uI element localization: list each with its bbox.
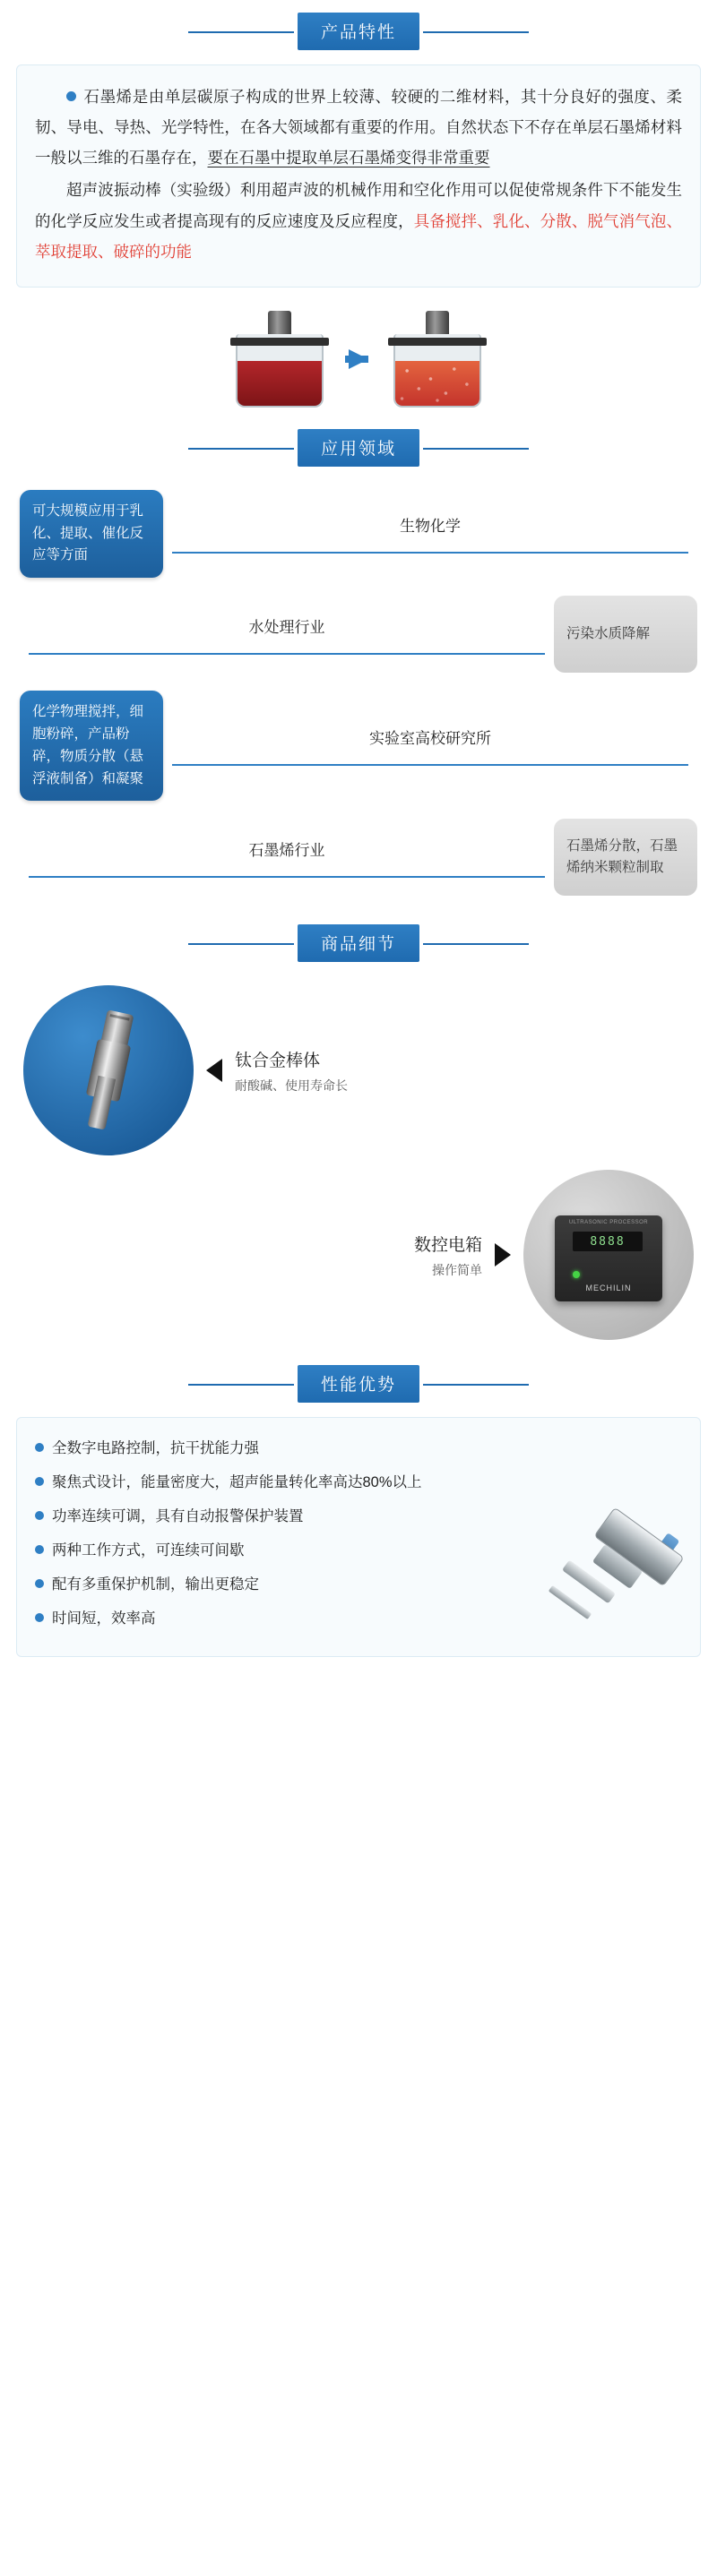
detail-row-rod xyxy=(0,978,717,1163)
application-row xyxy=(0,481,717,587)
bullet-dot-icon xyxy=(35,1545,44,1554)
application-row xyxy=(0,682,717,810)
advantage-item xyxy=(35,1500,682,1534)
application-label: 生物化学 xyxy=(163,513,697,554)
application-row xyxy=(0,587,717,682)
advantage-item xyxy=(35,1602,682,1636)
bullet-dot-icon xyxy=(35,1613,44,1622)
bullet-dot-icon xyxy=(35,1511,44,1520)
control-box-display: 8888 xyxy=(573,1232,643,1251)
bullet-dot-icon xyxy=(35,1477,44,1486)
advantage-item xyxy=(35,1432,682,1466)
feature-text-2: 超声波振动棒（实验级）利用超声波的机械作用和空化作用可以促使常规条件下不能发生的化学反应发生或者提高现有的反应速度及反应程度， xyxy=(35,181,682,230)
control-box-icon xyxy=(555,1215,662,1301)
features-heading: 产品特性 xyxy=(298,13,419,50)
feature-text-1: 石墨烯是由单层碳原子构成的世界上较薄、较硬的二维材料，其十分良好的强度、柔韧、导电、导热、光学特性，在各大领域都有重要的作用。自然状态下不存在单层石墨烯材料一般以三维的石墨存在， xyxy=(35,88,682,167)
titanium-rod-photo xyxy=(23,985,194,1155)
feature-text-1-underline: 要在石墨中提取单层石墨烯变得非常重要 xyxy=(207,149,490,167)
application-label: 实验室高校研究所 xyxy=(163,726,697,766)
detail-text-controlbox xyxy=(23,1232,482,1279)
clamp-icon xyxy=(388,338,487,346)
power-led-icon xyxy=(573,1271,580,1278)
advantage-label: 配有多重保护机制，输出更稳定 xyxy=(52,1576,259,1593)
advantage-item xyxy=(35,1568,682,1602)
bullet-dot-icon xyxy=(35,1443,44,1452)
advantages-card xyxy=(16,1417,701,1657)
detail-subtitle: 耐酸碱、使用寿命长 xyxy=(235,1078,348,1093)
detail-text-rod xyxy=(235,1047,694,1095)
control-box-photo xyxy=(523,1170,694,1340)
advantage-item xyxy=(35,1466,682,1500)
details-heading: 商品细节 xyxy=(298,924,419,962)
detail-title: 钛合金棒体 xyxy=(235,1051,321,1070)
advantages-heading: 性能优势 xyxy=(298,1365,419,1403)
liquid-dispersed xyxy=(395,361,479,406)
details-list xyxy=(0,971,717,1352)
arrow-right-icon xyxy=(349,349,368,369)
application-bubble: 化学物理搅拌，细胞粉碎，产品粉碎，物质分散（悬浮液制备）和凝聚 xyxy=(20,691,163,801)
beaker-after xyxy=(384,311,490,408)
clamp-icon xyxy=(230,338,329,346)
liquid-dark xyxy=(238,361,322,406)
applications-heading-wrap xyxy=(0,416,717,476)
triangle-right-icon xyxy=(495,1243,511,1267)
advantage-label: 全数字电路控制，抗干扰能力强 xyxy=(52,1440,259,1457)
beaker-illustration xyxy=(0,288,717,416)
features-heading-wrap xyxy=(0,0,717,59)
advantage-label: 两种工作方式，可连续可间歇 xyxy=(52,1542,245,1559)
application-label: 石墨烯行业 xyxy=(20,837,554,878)
advantage-label: 功率连续可调，具有自动报警保护装置 xyxy=(52,1508,304,1525)
application-row xyxy=(0,810,717,905)
features-card xyxy=(16,64,701,288)
details-heading-wrap xyxy=(0,912,717,971)
advantages-heading-wrap xyxy=(0,1352,717,1412)
application-label: 水处理行业 xyxy=(20,614,554,655)
detail-title: 数控电箱 xyxy=(413,1235,482,1255)
detail-row-controlbox xyxy=(0,1163,717,1347)
control-box-brand: MECHILIN xyxy=(585,1284,632,1293)
applications-heading: 应用领域 xyxy=(298,429,419,467)
bullet-dot-icon xyxy=(66,91,76,101)
feature-paragraph-2 xyxy=(35,175,682,266)
advantage-label: 时间短，效率高 xyxy=(52,1610,156,1627)
advantage-item xyxy=(35,1534,682,1568)
detail-subtitle: 操作简单 xyxy=(432,1262,482,1277)
control-box-toptext: ULTRASONIC PROCESSOR xyxy=(568,1220,649,1226)
triangle-left-icon xyxy=(206,1059,222,1082)
feature-text-2-highlight: 具备搅拌、乳化、分散、脱气消气泡、萃取提取、破碎的功能 xyxy=(35,211,683,261)
bullet-dot-icon xyxy=(35,1579,44,1588)
application-bubble: 可大规模应用于乳化、提取、催化反应等方面 xyxy=(20,490,163,578)
advantage-label: 聚焦式设计，能量密度大，超声能量转化率高达80%以上 xyxy=(52,1474,422,1491)
application-bubble: 污染水质降解 xyxy=(554,596,697,673)
beaker-before xyxy=(227,311,333,408)
rod-icon xyxy=(78,1009,140,1132)
applications-list xyxy=(0,476,717,913)
application-bubble: 石墨烯分散，石墨烯纳米颗粒制取 xyxy=(554,819,697,896)
feature-paragraph-1 xyxy=(35,82,682,173)
